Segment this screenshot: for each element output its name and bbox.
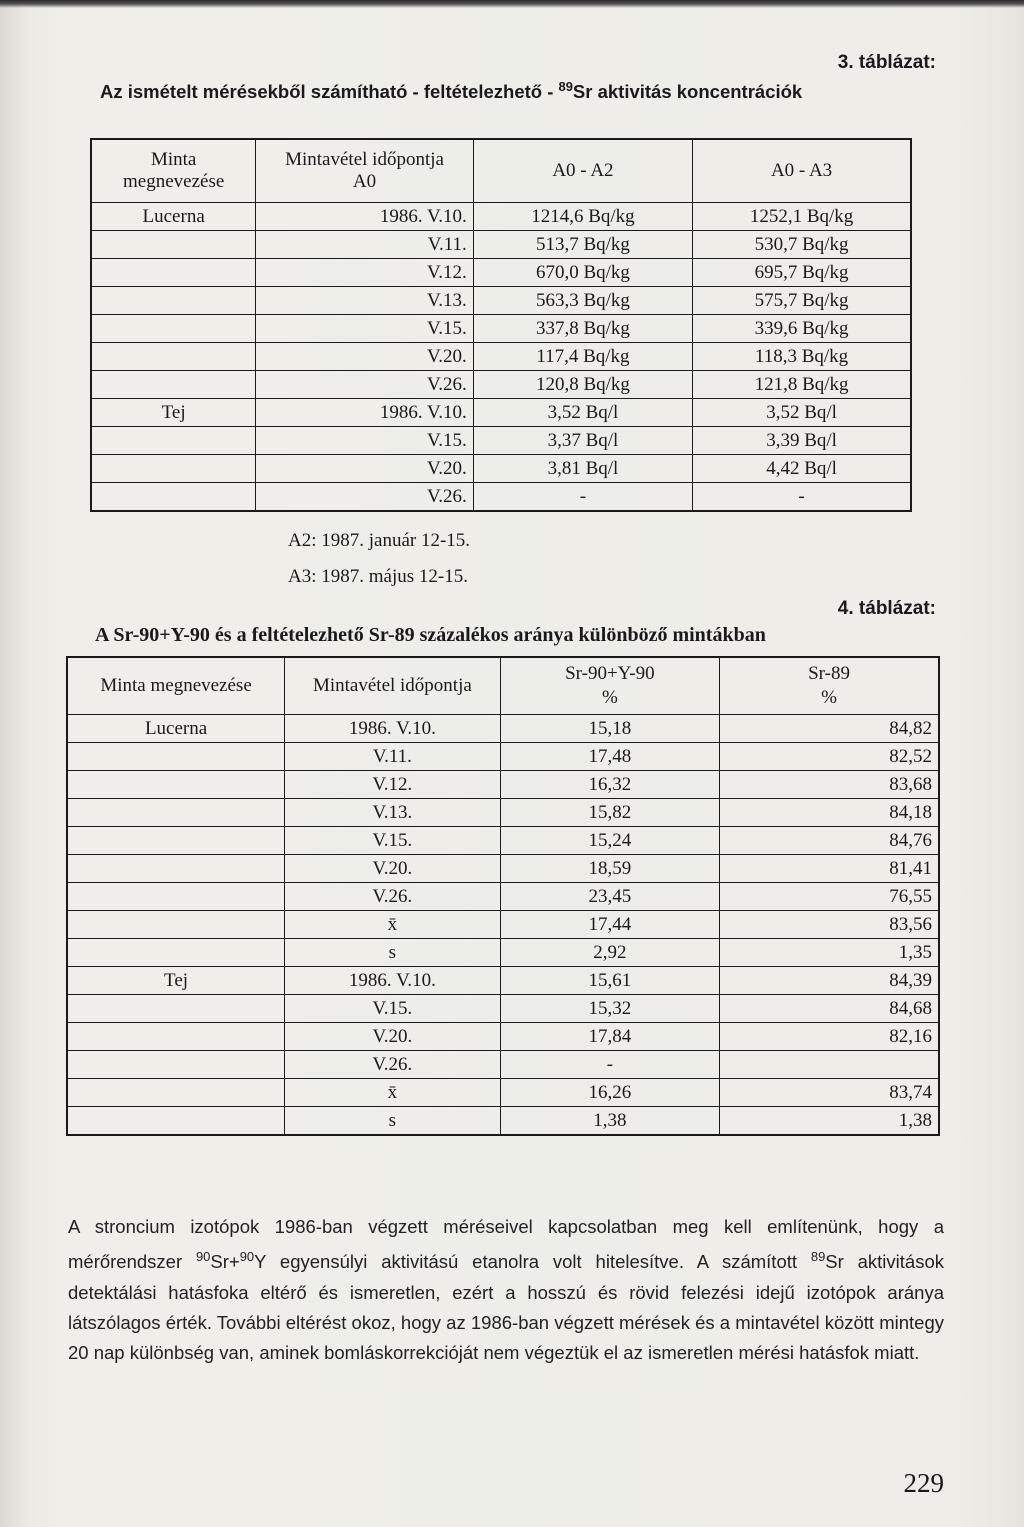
table-cell: 17,48 — [500, 743, 719, 771]
table-cell — [91, 371, 256, 399]
table-cell — [67, 995, 285, 1023]
table-cell — [67, 1079, 285, 1107]
table-row — [91, 483, 911, 512]
table-row — [67, 1079, 939, 1107]
table-row — [91, 427, 911, 455]
table4-title: A Sr-90+Y-90 és a feltételezhető Sr-89 százalékos aránya különböző mintákban — [95, 624, 766, 646]
table-cell: x̄ — [285, 911, 501, 939]
table-cell: 76,55 — [720, 883, 939, 911]
table-row — [91, 287, 911, 315]
table-cell — [91, 455, 256, 483]
table-cell: 15,61 — [500, 967, 719, 995]
table3-header-a0-a3: A0 - A3 — [693, 139, 911, 203]
table4-number: 4. táblázat: — [837, 598, 936, 619]
table-cell: 84,82 — [720, 715, 939, 743]
table-cell: V.12. — [256, 259, 473, 287]
table4-header-sr89 — [720, 657, 939, 715]
table-row — [67, 855, 939, 883]
table4-header-sr90-line2: % — [601, 687, 618, 708]
table-cell — [91, 315, 256, 343]
table-cell: 121,8 Bq/kg — [693, 371, 911, 399]
table-cell: s — [285, 939, 501, 967]
table4-header-sr89-line2: % — [821, 687, 837, 708]
table4-header-sample: Minta megnevezése — [67, 657, 285, 715]
table-cell: 1252,1 Bq/kg — [693, 203, 911, 231]
table-row — [67, 743, 939, 771]
table-cell: V.20. — [285, 855, 501, 883]
table-cell: 337,8 Bq/kg — [473, 315, 692, 343]
table-cell: V.15. — [256, 427, 473, 455]
table-cell — [91, 483, 256, 512]
table-cell: V.15. — [285, 995, 501, 1023]
table-cell — [67, 855, 285, 883]
table-cell: 670,0 Bq/kg — [473, 259, 692, 287]
table-cell: 3,52 Bq/l — [693, 399, 911, 427]
table-row — [91, 259, 911, 287]
table-cell: V.15. — [285, 827, 501, 855]
paragraph-sup-2: 90 — [239, 1249, 255, 1265]
table-cell — [67, 883, 285, 911]
table-row — [67, 995, 939, 1023]
table-cell: 1,38 — [500, 1107, 719, 1136]
table3-note-a2: A2: 1987. január 12-15. — [288, 530, 471, 551]
table-cell: 84,76 — [720, 827, 939, 855]
table-cell: 4,42 Bq/l — [693, 455, 911, 483]
table-cell: V.12. — [285, 771, 501, 799]
table-row — [67, 827, 939, 855]
page-number: 229 — [903, 1468, 944, 1498]
table-cell: 530,7 Bq/kg — [693, 231, 911, 259]
table4-body — [67, 715, 939, 1136]
table-cell — [91, 231, 256, 259]
table-cell: Lucerna — [91, 203, 256, 231]
table-row — [67, 1023, 939, 1051]
table-row — [91, 203, 911, 231]
table4-header-sr90 — [500, 657, 719, 715]
paragraph-text-3: Y egyensúlyi aktivitású etanolra volt hitelesítve. A számított — [254, 1251, 811, 1273]
table-cell — [67, 799, 285, 827]
table-cell: - — [500, 1051, 719, 1079]
table-cell: 15,32 — [500, 995, 719, 1023]
table-row — [91, 343, 911, 371]
table3-header-date-line2: A0 — [352, 171, 377, 192]
table-cell: 23,45 — [500, 883, 719, 911]
table-cell: V.26. — [285, 1051, 501, 1079]
table-row — [67, 1051, 939, 1079]
table-cell: 117,4 Bq/kg — [473, 343, 692, 371]
table-cell: V.20. — [256, 343, 473, 371]
table3-header-sample: Minta megnevezése — [91, 139, 256, 203]
table-cell: V.20. — [256, 455, 473, 483]
table-row — [67, 967, 939, 995]
table3-header-a0-a2: A0 - A2 — [473, 139, 692, 203]
table-cell: 1214,6 Bq/kg — [473, 203, 692, 231]
table-cell: 83,68 — [720, 771, 939, 799]
table4 — [66, 656, 940, 1136]
table-cell: V.20. — [285, 1023, 501, 1051]
table-row — [67, 1107, 939, 1136]
table4-header-sr89-line1: Sr-89 — [808, 663, 850, 684]
table-cell: 3,81 Bq/l — [473, 455, 692, 483]
paragraph-sup-1: 90 — [195, 1249, 211, 1265]
body-paragraph — [68, 1212, 944, 1369]
table-cell: 3,37 Bq/l — [473, 427, 692, 455]
table3-title-text-end: Sr aktivitás koncentrációk — [572, 81, 803, 103]
scan-top-edge — [0, 0, 1024, 8]
table-cell: 17,44 — [500, 911, 719, 939]
table-cell: 3,52 Bq/l — [473, 399, 692, 427]
table-cell: 695,7 Bq/kg — [693, 259, 911, 287]
table-row — [67, 911, 939, 939]
table-cell: 84,18 — [720, 799, 939, 827]
table-cell: 16,32 — [500, 771, 719, 799]
table4-header-sr90-line1: Sr-90+Y-90 — [565, 663, 655, 684]
table-cell: 339,6 Bq/kg — [693, 315, 911, 343]
table-cell — [91, 259, 256, 287]
table-cell: 15,82 — [500, 799, 719, 827]
table-cell — [67, 771, 285, 799]
table3-number: 3. táblázat: — [837, 52, 936, 73]
table-cell: V.11. — [256, 231, 473, 259]
table-cell — [91, 427, 256, 455]
table-cell — [91, 343, 256, 371]
table-cell: 84,68 — [720, 995, 939, 1023]
table-cell: Lucerna — [67, 715, 285, 743]
table-cell: Tej — [91, 399, 256, 427]
table-cell: 18,59 — [500, 855, 719, 883]
table4-header-date: Mintavétel időpontja — [285, 657, 501, 715]
table-cell — [67, 827, 285, 855]
table-cell: 2,92 — [500, 939, 719, 967]
table-row — [91, 455, 911, 483]
table3-header-date-line1: Mintavétel időpontja — [285, 149, 444, 170]
paragraph-text-1: A stroncium izotópok 1986-ban végzett méréseivel kapcsolatban meg kell említenünk, hogy a mérőrendszer — [68, 1216, 944, 1273]
table-cell: 15,24 — [500, 827, 719, 855]
table-row — [67, 883, 939, 911]
table-cell: 1986. V.10. — [256, 399, 473, 427]
table3-header-row — [91, 139, 911, 203]
table-cell: V.26. — [285, 883, 501, 911]
table-cell — [67, 1051, 285, 1079]
table-cell — [720, 1051, 939, 1079]
table-cell: 1,35 — [720, 939, 939, 967]
table-cell: V.26. — [256, 371, 473, 399]
table-cell: 1986. V.10. — [285, 967, 501, 995]
table-cell: s — [285, 1107, 501, 1136]
paragraph-sup-3: 89 — [810, 1249, 826, 1265]
table3-body — [91, 203, 911, 512]
table-cell: 1986. V.10. — [285, 715, 501, 743]
table-cell: V.15. — [256, 315, 473, 343]
table-row — [67, 939, 939, 967]
table-cell: - — [473, 483, 692, 512]
table-cell: 1,38 — [720, 1107, 939, 1136]
table3-header-date — [256, 139, 473, 203]
table3-title-text: Az ismételt mérésekből számítható - feltételezhető - — [100, 81, 559, 103]
table-row — [91, 371, 911, 399]
table-cell: 1986. V.10. — [256, 203, 473, 231]
table-row — [67, 771, 939, 799]
table-row — [67, 715, 939, 743]
table-cell — [67, 1023, 285, 1051]
table-cell: 575,7 Bq/kg — [693, 287, 911, 315]
paragraph-text-4: Sr aktivitások detektálási hatásfoka eltérő és ismeretlen, ezért a hosszú és rövid felezési idejű izotópok aránya látszólagos érték. További eltérést okoz, hogy az 1986-ban végzett mérések és a mintavétel között mintegy 20 nap különbség van, aminek bomláskorrekcióját nem végeztük el az ismeretlen mérési hatásfok miatt. — [68, 1251, 944, 1364]
table3-title — [100, 79, 920, 103]
table-cell — [67, 743, 285, 771]
table-cell: 82,52 — [720, 743, 939, 771]
table3-note-a3: A3: 1987. május 12-15. — [288, 566, 468, 587]
table-cell: 15,18 — [500, 715, 719, 743]
table-cell: 81,41 — [720, 855, 939, 883]
table-cell: - — [693, 483, 911, 512]
table-cell: 16,26 — [500, 1079, 719, 1107]
table-row — [91, 399, 911, 427]
table-cell: 120,8 Bq/kg — [473, 371, 692, 399]
table-cell: 118,3 Bq/kg — [693, 343, 911, 371]
table-cell: x̄ — [285, 1079, 501, 1107]
table-cell: 84,39 — [720, 967, 939, 995]
table4-header-row — [67, 657, 939, 715]
table-cell: 513,7 Bq/kg — [473, 231, 692, 259]
table-row — [91, 315, 911, 343]
table-row — [67, 799, 939, 827]
table-cell: 3,39 Bq/l — [693, 427, 911, 455]
table-cell — [91, 287, 256, 315]
paragraph-text-2: Sr+ — [210, 1251, 240, 1273]
table3 — [90, 138, 912, 512]
table-cell: V.13. — [256, 287, 473, 315]
table-cell: V.11. — [285, 743, 501, 771]
table-cell: 83,74 — [720, 1079, 939, 1107]
table-cell — [67, 939, 285, 967]
table-cell — [67, 1107, 285, 1136]
table-cell — [67, 911, 285, 939]
table3-title-sup: 89 — [558, 79, 573, 94]
table-cell: V.13. — [285, 799, 501, 827]
table-cell: Tej — [67, 967, 285, 995]
table-row — [91, 231, 911, 259]
table-cell: 83,56 — [720, 911, 939, 939]
table-cell: 82,16 — [720, 1023, 939, 1051]
table-cell: 563,3 Bq/kg — [473, 287, 692, 315]
table-cell: V.26. — [256, 483, 473, 512]
table-cell: 17,84 — [500, 1023, 719, 1051]
